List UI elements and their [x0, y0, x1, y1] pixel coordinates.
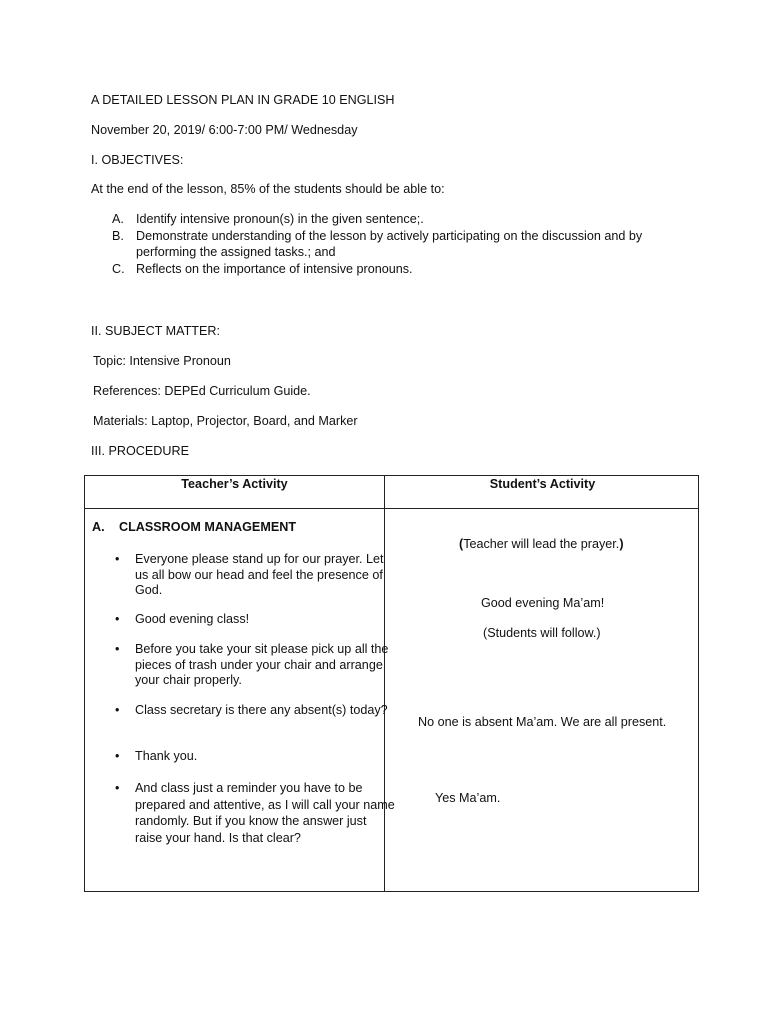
bullet-marker: •	[115, 552, 120, 566]
teacher-item-text: Thank you.	[135, 749, 198, 763]
objective-marker: C.	[112, 261, 125, 276]
teacher-item-text: And class just a reminder you have to be prepared and attentive, as I will call your name randomly. But if you know the answer just raise your hand. Is that clear?	[135, 781, 395, 845]
objectives-heading: I. OBJECTIVES:	[91, 153, 184, 167]
materials-line: Materials: Laptop, Projector, Board, and Marker	[93, 414, 358, 428]
student-response	[418, 715, 666, 729]
objective-text: Identify intensive pronoun(s) in the given sentence;.	[136, 212, 424, 226]
teacher-activity-header: Teacher’s Activity	[181, 477, 288, 491]
student-response-text: (Students will follow.)	[483, 626, 601, 640]
student-response-text: Teacher will lead the prayer.	[463, 537, 620, 551]
student-response-text: No one is absent Ma’am. We are all present.	[418, 715, 667, 729]
bullet-marker: •	[115, 703, 120, 717]
teacher-item	[115, 612, 397, 628]
date-line: November 20, 2019/ 6:00-7:00 PM/ Wednesday	[91, 123, 358, 137]
bullet-marker: •	[115, 781, 120, 795]
teacher-item	[115, 703, 397, 719]
teacher-item	[115, 552, 397, 599]
teacher-item-text: Everyone please stand up for our prayer. Let us all bow our head and feel the presence of God.	[135, 552, 384, 598]
objective-text: Demonstrate understanding of the lesson by actively participating on the discussion and by performing the assigned tasks.; and	[136, 228, 643, 259]
teacher-item-text: Good evening class!	[135, 612, 250, 626]
header-divider	[85, 508, 698, 509]
paren-close: )	[619, 537, 624, 551]
objective-marker: A.	[112, 212, 124, 226]
student-response-text: Yes Ma’am.	[435, 791, 501, 805]
section-title: CLASSROOM MANAGEMENT	[119, 520, 297, 534]
teacher-item	[115, 749, 397, 765]
section-letter: A.	[92, 520, 105, 534]
topic-line: Topic: Intensive Pronoun	[93, 354, 231, 368]
teacher-item-text: Before you take your sit please pick up all the pieces of trash under your chair and arrange your chair properly.	[135, 642, 389, 688]
student-response	[435, 791, 500, 805]
objective-item	[112, 261, 672, 278]
objective-item	[112, 211, 672, 228]
bullet-marker: •	[115, 642, 120, 656]
references-line: References: DEPEd Curriculum Guide.	[93, 384, 311, 398]
subject-heading: II. SUBJECT MATTER:	[91, 324, 220, 338]
objectives-list	[112, 211, 672, 277]
paren-open: (	[459, 537, 464, 551]
objective-item	[112, 228, 672, 261]
procedure-heading: III. PROCEDURE	[91, 444, 189, 458]
student-response-text: Good evening Ma’am!	[481, 596, 605, 610]
objectives-intro: At the end of the lesson, 85% of the students should be able to:	[91, 182, 445, 196]
objective-marker: B.	[112, 228, 124, 243]
teacher-item	[115, 780, 397, 846]
bullet-marker: •	[115, 612, 120, 626]
document-title: A DETAILED LESSON PLAN IN GRADE 10 ENGLISH	[91, 93, 395, 107]
objective-text: Reflects on the importance of intensive pronouns.	[136, 261, 413, 276]
student-response	[481, 596, 604, 610]
student-activity-header: Student’s Activity	[489, 477, 596, 491]
procedure-table	[84, 475, 699, 892]
student-response	[483, 626, 601, 640]
section-heading	[92, 520, 296, 534]
teacher-item	[115, 642, 397, 689]
bullet-marker: •	[115, 749, 120, 763]
student-response	[459, 537, 624, 551]
teacher-item-text: Class secretary is there any absent(s) today?	[135, 703, 388, 717]
